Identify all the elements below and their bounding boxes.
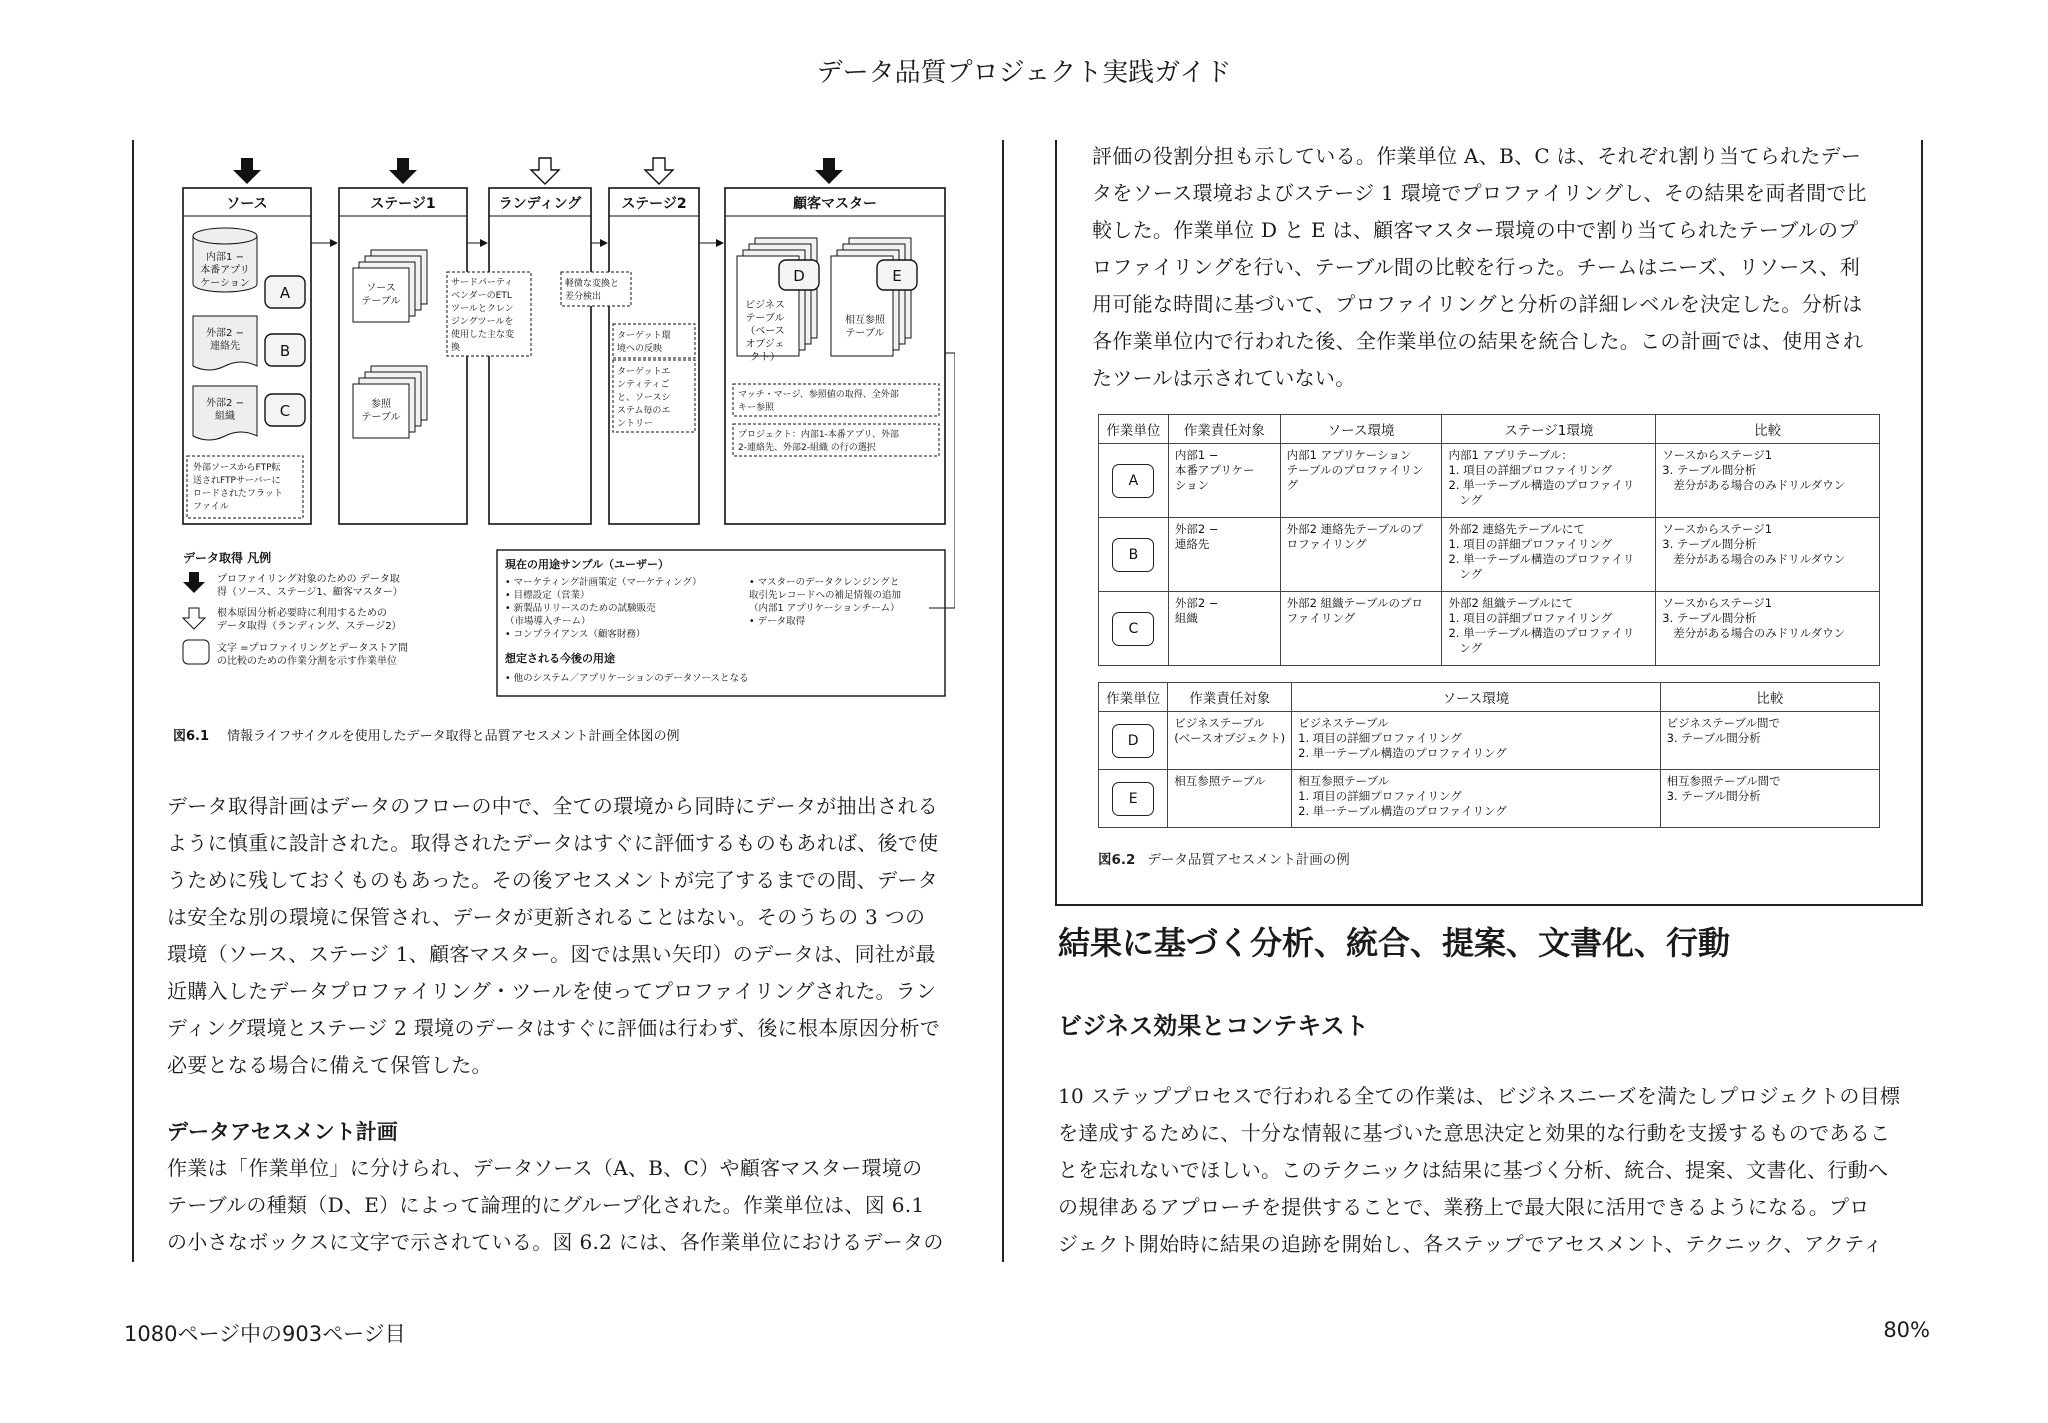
- fig2-caption-label: 図6.2: [1098, 852, 1136, 868]
- assessment-table-2: [1098, 682, 1880, 828]
- unit-box-a: [265, 276, 305, 308]
- col-customer-master: 顧客マスター: [793, 196, 877, 212]
- svg-text:B: B: [279, 342, 291, 360]
- table-header: ステージ1環境: [1442, 415, 1656, 444]
- table-header: 作業責任対象: [1168, 683, 1292, 712]
- svg-text:D: D: [793, 267, 805, 285]
- col-stage2: ステージ2: [621, 196, 687, 212]
- assessment-table-1: [1098, 414, 1880, 666]
- svg-text:ファイル: ファイル: [193, 502, 229, 512]
- svg-text:キー参照: キー参照: [738, 403, 775, 413]
- svg-text:換: 換: [451, 343, 461, 353]
- fig2-caption-text: データ品質アセスメント計画の例: [1147, 852, 1350, 868]
- section-heading-results: 結果に基づく分析、統合、提案、文書化、行動: [1058, 924, 1731, 962]
- svg-text:• コンプライアンス（顧客財務）: • コンプライアンス（顧客財務）: [505, 629, 646, 640]
- table-row: C 外部2 − 組織 外部2 組織テーブルのプロ ファイリング 外部2 組織テーブルにて 1. 項目の詳細プロファイリング 2. 単一テーブル構造のプロファイリ ング ソースからステージ1 3. テーブル間分析 差分がある場合のみドリルダウン: [1099, 592, 1880, 666]
- solid-arrow-icon: [389, 158, 417, 184]
- left-paragraph-1: データ取得計画はデータのフローの中で、全ての環境から同時にデータが抽出される ように慎重に設計された。取得されたデータはすぐに評価するものもあれば、後で使 うために残しておくものもあった。その後アセスメントが完了するまでの間、データ は安全な別の環境に保管され、データが更新されることはない。そのうちの 3 つの 環境（ソース、ステージ 1、顧客マスター。図では黒い矢印）のデータは、同社が最 近購入したデータプロファイリング・ツールを使ってプロファイリングされた。ラン ディング環境とステージ 2 環境のデータはすぐに評価は行わず、後に根本原因分析で 必要となる場合に備えて保管した。: [167, 794, 941, 1077]
- svg-text:ツールとクレン: ツールとクレン: [451, 304, 514, 314]
- center-rule: [1002, 140, 1004, 1262]
- svg-text:取引先レコードへの補足情報の追加: 取引先レコードへの補足情報の追加: [749, 590, 902, 601]
- svg-text:• 他のシステム／アプリケーションのデータソースとなる: • 他のシステム／アプリケーションのデータソースとなる: [505, 673, 749, 684]
- svg-text:（市場導入チーム）: （市場導入チーム）: [505, 616, 591, 627]
- svg-text:文字 =プロファイリングとデータストア間: 文字 =プロファイリングとデータストア間: [217, 643, 409, 654]
- unit-box-a: A: [1112, 464, 1154, 498]
- svg-text:想定される今後の用途: 想定される今後の用途: [505, 652, 615, 665]
- right-paragraph-2: 10 ステッププロセスで行われる全ての作業は、ビジネスニーズを満たしプロジェクトの目標 を達成するために、十分な情報に基づいた意思決定と効果的な行動を支援するものであるこ とを忘れないでほしい。このテクニックは結果に基づく分析、統合、提案、文書化、行動へ の規律あるアプローチを提供することで、業務上で最大限に活用できるようになる。プロ ジェクト開始時に結果の追跡を開始し、各ステップでアセスメント、テクニック、アクティ: [1058, 1084, 1901, 1256]
- svg-text:ケーション: ケーション: [200, 278, 250, 289]
- svg-text:ントリー: ントリー: [617, 419, 654, 429]
- legend-title: データ取得 凡例: [183, 551, 272, 565]
- svg-text:ンティティご: ンティティご: [617, 380, 670, 390]
- svg-text:本番アプリ: 本番アプリ: [200, 265, 250, 276]
- svg-text:根本原因分析必要時に利用するための: 根本原因分析必要時に利用するための: [217, 608, 387, 619]
- left-margin-rule: [132, 140, 134, 1262]
- unit-box-c: [265, 394, 305, 426]
- unit-box-c: C: [1112, 612, 1154, 646]
- svg-text:• 目標設定（営業）: • 目標設定（営業）: [505, 590, 590, 601]
- hollow-arrow-icon: [183, 608, 205, 629]
- table-row: E 相互参照テーブル 相互参照テーブル 1. 項目の詳細プロファイリング 2. 単一テーブル構造のプロファイリング 相互参照テーブル間で 3. テーブル間分析: [1099, 770, 1880, 828]
- svg-text:ロードされたフラット: ロードされたフラット: [193, 489, 283, 499]
- svg-text:• マスターのデータクレンジングと: • マスターのデータクレンジングと: [749, 577, 900, 588]
- book-title: データ品質プロジェクト実践ガイド: [816, 58, 1232, 88]
- svg-text:使用した主な変: 使用した主な変: [451, 330, 515, 340]
- svg-text:現在の用途サンプル（ユーザー）: 現在の用途サンプル（ユーザー）: [505, 558, 670, 571]
- table-row: A 内部1 − 本番アプリケー ション 内部1 アプリケーション テーブルのプロファイリン グ 内部1 アプリテーブル： 1. 項目の詳細プロファイリング 2. 単一テーブル構造のプロファイリ ング ソースからステージ1 3. テーブル間分析 差分がある場合のみドリルダウン: [1099, 444, 1880, 518]
- table-row: B 外部2 − 連絡先 外部2 連絡先テーブルのプ ロファイリング 外部2 連絡先テーブルにて 1. 項目の詳細プロファイリング 2. 単一テーブル構造のプロファイリ ング ソースからステージ1 3. テーブル間分析 差分がある場合のみドリルダウン: [1099, 518, 1880, 592]
- table-header: 作業責任対象: [1168, 415, 1280, 444]
- fig1-caption-label: 図6.1: [173, 729, 210, 744]
- table-header: ソース環境: [1280, 415, 1442, 444]
- svg-text:送されFTPサーバーに: 送されFTPサーバーに: [193, 476, 281, 486]
- svg-text:の比較のための作業分割を示す作業単位: の比較のための作業分割を示す作業単位: [217, 656, 397, 667]
- svg-text:C: C: [279, 402, 291, 420]
- svg-text:E: E: [892, 267, 902, 285]
- svg-text:テーブル: テーブル: [845, 328, 885, 339]
- col-source: ソース: [226, 196, 268, 212]
- left-paragraph-2: 作業は「作業単位」に分けられ、データソース（A、B、C）や顧客マスター環境の テーブルの種類（D、E）によって論理的にグループ化された。作業単位は、図 6.1 の小さなボックスに文字で示されている。図 6.2 には、各作業単位におけるデータの: [167, 1156, 944, 1254]
- svg-text:外部2 −: 外部2 −: [206, 328, 244, 339]
- svg-text:テーブル: テーブル: [745, 313, 785, 324]
- table-header: 比較: [1656, 415, 1880, 444]
- hollow-arrow-icon: [531, 158, 559, 184]
- svg-text:差分検出: 差分検出: [565, 292, 602, 302]
- svg-text:境への反映: 境への反映: [617, 344, 663, 354]
- right-paragraph-1: 評価の役割分担も示している。作業単位 A、B、C は、それぞれ割り当てられたデー タをソース環境およびステージ 1 環境でプロファイリングし、その結果を両者間で比 較した。作業単位 D と E は、顧客マスター環境の中で割り当てられたテーブルのプ ロファイリングを行い、テーブル間の比較を行った。チームはニーズ、リソース、利 用可能な時間に基づいて、プロファイリングと分析の詳細レベルを決定した。分析は 各作業単位内で行われた後、全作業単位の結果を統合した。この計画では、使用され たツールは示されていない。: [1092, 144, 1867, 390]
- svg-text:組織: 組織: [215, 411, 235, 422]
- page-count: 1080ページ中の903ページ目: [124, 1322, 406, 1346]
- fig2-caption: [1098, 848, 1350, 868]
- table-header: ソース環境: [1292, 683, 1661, 712]
- svg-text:得（ソース、ステージ1、顧客マスター）: 得（ソース、ステージ1、顧客マスター）: [217, 587, 403, 598]
- svg-text:ビジネス: ビジネス: [745, 300, 785, 311]
- svg-text:ターゲットエ: ターゲットエ: [617, 367, 671, 377]
- table-header: 比較: [1660, 683, 1879, 712]
- zoom-level[interactable]: 80%: [1883, 1318, 1930, 1342]
- svg-text:プロファイリング対象のための データ取: プロファイリング対象のための データ取: [217, 574, 400, 585]
- svg-text:参照: 参照: [371, 399, 391, 410]
- svg-text:軽微な変換と: 軽微な変換と: [565, 279, 620, 289]
- table-header: 作業単位: [1099, 415, 1169, 444]
- svg-text:2-連絡先、外部2-組織 の行の選択: 2-連絡先、外部2-組織 の行の選択: [738, 443, 876, 453]
- unit-box-b: [265, 334, 305, 366]
- unit-box-d: D: [1112, 724, 1154, 758]
- svg-text:ジングツールを: ジングツールを: [451, 317, 514, 327]
- table-header: 作業単位: [1099, 683, 1168, 712]
- svg-text:テーブル: テーブル: [361, 412, 401, 423]
- svg-text:外部ソースからFTP転: 外部ソースからFTP転: [193, 463, 281, 473]
- svg-text:• データ取得: • データ取得: [749, 616, 806, 627]
- unit-box-d: [779, 260, 819, 290]
- unit-box-e: [877, 260, 917, 290]
- svg-text:ステム毎のエ: ステム毎のエ: [617, 406, 671, 416]
- figure-6-1: [165, 148, 955, 756]
- svg-text:クト）: クト）: [750, 352, 780, 363]
- section-heading-assessment-plan: データアセスメント計画: [167, 1120, 398, 1144]
- col-stage1: ステージ1: [370, 196, 436, 212]
- svg-text:• 新製品リリースのための試験販売: • 新製品リリースのための試験販売: [505, 603, 656, 614]
- subsection-heading-business-benefit: ビジネス効果とコンテキスト: [1058, 1012, 1369, 1040]
- svg-text:（ベース: （ベース: [745, 326, 785, 337]
- svg-text:データ取得（ランディング、ステージ2）: データ取得（ランディング、ステージ2）: [217, 621, 402, 632]
- svg-text:連絡先: 連絡先: [210, 341, 240, 352]
- svg-text:内部1 −: 内部1 −: [206, 252, 244, 263]
- svg-text:プロジェクト：内部1-本番アプリ、外部: プロジェクト：内部1-本番アプリ、外部: [738, 430, 899, 440]
- solid-arrow-icon: [815, 158, 843, 184]
- svg-text:• マーケティング計画策定（マーケティング）: • マーケティング計画策定（マーケティング）: [505, 577, 702, 588]
- svg-text:テーブル: テーブル: [361, 296, 401, 307]
- svg-text:ベンダーのETL: ベンダーのETL: [451, 291, 512, 301]
- hollow-arrow-icon: [645, 158, 673, 184]
- svg-text:ターゲット環: ターゲット環: [617, 331, 671, 341]
- unit-box-e: E: [1112, 782, 1154, 816]
- svg-text:サードパーティ: サードパーティ: [451, 278, 514, 288]
- solid-arrow-icon: [183, 572, 205, 593]
- svg-text:ソース: ソース: [366, 283, 396, 294]
- fig1-caption-text: 情報ライフサイクルを使用したデータ取得と品質アセスメント計画全体図の例: [227, 729, 680, 744]
- svg-text:外部2 −: 外部2 −: [206, 398, 244, 409]
- solid-arrow-icon: [233, 158, 261, 184]
- table-row: D ビジネステーブル (ベースオブジェクト) ビジネステーブル 1. 項目の詳細プロファイリング 2. 単一テーブル構造のプロファイリング ビジネステーブル間で 3. テーブル間分析: [1099, 712, 1880, 770]
- svg-text:オブジェ: オブジェ: [745, 339, 785, 350]
- svg-text:と、ソースシ: と、ソースシ: [617, 393, 671, 403]
- svg-text:（内部1 アプリケーションチーム）: （内部1 アプリケーションチーム）: [749, 603, 900, 614]
- unit-box-b: B: [1112, 538, 1154, 572]
- col-landing: ランディング: [498, 196, 582, 212]
- svg-text:A: A: [279, 284, 291, 302]
- svg-text:マッチ・マージ、参照値の取得、全外部: マッチ・マージ、参照値の取得、全外部: [738, 390, 899, 400]
- svg-text:相互参照: 相互参照: [845, 315, 885, 326]
